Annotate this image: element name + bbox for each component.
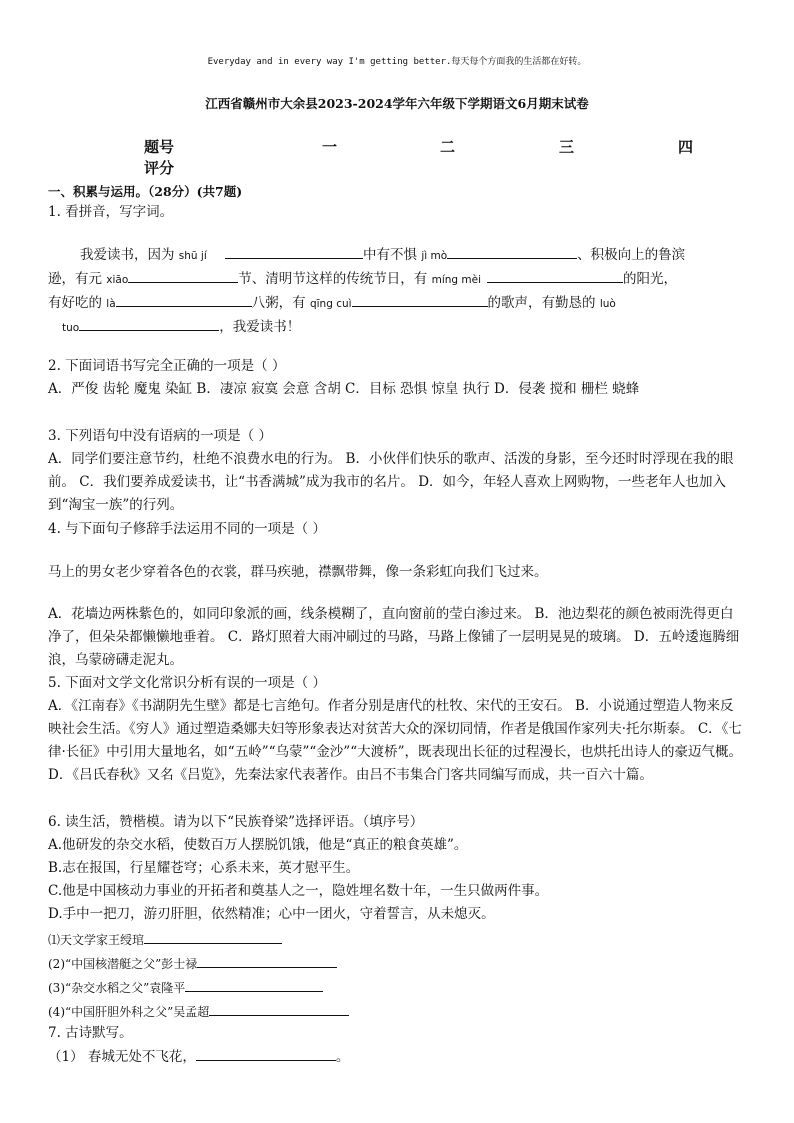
- q1-text: 逊，有元: [48, 271, 107, 287]
- q7-item-1: [48, 1045, 349, 1069]
- q1-text: 我爱读书，因为: [80, 247, 179, 263]
- score-col-3: 三: [559, 138, 575, 156]
- q5-stem: 5. 下面对文学文化常识分析有误的一项是（ ）: [48, 675, 326, 691]
- fill-label: (3)“杂交水稻之父”袁隆平: [48, 981, 186, 995]
- pinyin: shū jí: [178, 250, 207, 262]
- q6-stem: 6. 读生活，赞楷模。请为以下“民族脊梁”选择评语。（填序号）: [48, 814, 424, 830]
- q4-options: A．花墙边两株紫色的，如同印象派的画，线条模糊了，直向窗前的莹白渗过来。 B．池边梨花的颜色被雨洗得更白净了，但朵朵都懒懒地垂着。 C．路灯照着大雨冲刷过的马路，马路上像铺了一层明晃晃的玻璃。 D．五岭逶迤腾细浪，乌蒙磅礴走泥丸。: [48, 606, 740, 668]
- q6-fill-4: [48, 1000, 349, 1024]
- answer-blank[interactable]: [144, 929, 282, 944]
- score-col-1: 一: [322, 138, 338, 156]
- q6-fill-1: [48, 928, 282, 952]
- score-col-4: 四: [678, 138, 694, 156]
- answer-blank[interactable]: [209, 1001, 349, 1016]
- q1-line-3: [48, 291, 616, 316]
- poem-prompt: （1） 春城无处不飞花，: [48, 1049, 196, 1065]
- pinyin: là: [106, 298, 116, 310]
- answer-blank[interactable]: [116, 292, 252, 307]
- pinyin: xiāo: [106, 274, 129, 286]
- pinyin: míng mèi: [431, 274, 482, 286]
- section-heading: 一、积累与运用。（28分）(共7题): [48, 184, 243, 199]
- q6-option-c: C.他是中国核动力事业的开拓者和奠基人之一，隐姓埋名数十年，一生只做两件事。: [48, 883, 549, 899]
- answer-blank[interactable]: [225, 244, 363, 259]
- q6-fill-3: [48, 976, 323, 1000]
- answer-blank[interactable]: [185, 977, 323, 992]
- answer-blank[interactable]: [352, 292, 488, 307]
- q4-stem: 4. 与下面句子修辞手法运用不同的一项是（ ）: [48, 521, 326, 537]
- q6-option-d: D.手中一把刀，游刃肝胆，依然精准；心中一团火，守着誓言，从未熄灭。: [48, 906, 495, 922]
- fill-label: (2)“中国核潜艇之父”彭士禄: [48, 957, 198, 971]
- q4-quote: 马上的男女老少穿着各色的衣裳，群马疾驰，襟飘带舞，像一条彩虹向我们飞过来。: [48, 564, 548, 580]
- header-motto: Everyday and in every way I'm getting better.每天每个方面我的生活都在好转。: [207, 57, 587, 67]
- answer-blank[interactable]: [197, 953, 337, 968]
- q6-option-a: A.他研发的杂交水稻，使数百万人摆脱饥饿，他是“真正的粮食英雄”。: [48, 837, 468, 853]
- q1-text: 八粥，有: [251, 295, 310, 311]
- pinyin: tuo: [62, 322, 80, 334]
- q1-text: 的歌声，有勤恳的: [487, 295, 600, 311]
- poem-end: 。: [335, 1049, 350, 1065]
- q2-options: A．严俊 齿轮 魔鬼 染缸 B．凄凉 寂寞 会意 含胡 C．目标 恐惧 惊皇 执行 D．侵袭 搅和 栅栏 蛲蜂: [48, 381, 640, 397]
- q1-text: ，我爱读书！: [219, 319, 301, 335]
- fill-label: ⑴天文学家王绶琯: [48, 933, 145, 947]
- pinyin: qīng cuì: [309, 298, 352, 310]
- answer-blank[interactable]: [128, 268, 238, 283]
- q7-stem: 7. 古诗默写。: [48, 1025, 133, 1041]
- q3-stem: 3. 下列语句中没有语病的一项是（ ）: [48, 428, 272, 444]
- answer-blank[interactable]: [79, 316, 219, 331]
- answer-blank[interactable]: [196, 1046, 336, 1061]
- fill-label: (4)“中国肝胆外科之父”吴孟超: [48, 1005, 210, 1019]
- q6-option-b: B.志在报国，行星耀苍穹；心系未来，英才慰平生。: [48, 860, 360, 876]
- q3-options: A．同学们要注意节约，杜绝不浪费水电的行为。 B．小伙伴们快乐的歌声、活泼的身影，至今还时时浮现在我的眼前。 C．我们要养成爱读书，让“书香满城”成为我市的名片。 D．如今，年轻人喜欢上网购物，一些老年人也加入到“淘宝一族”的行列。: [48, 451, 734, 513]
- q1-text: 节、清明节这样的传统节日，有: [238, 271, 432, 287]
- q6-fill-2: [48, 952, 337, 976]
- q1-stem: 1. 看拼音，写字词。: [48, 204, 174, 220]
- q1-line-2: [48, 267, 677, 292]
- pinyin: luò: [599, 298, 616, 310]
- q1-text: 有好吃的: [48, 295, 107, 311]
- answer-blank[interactable]: [487, 268, 623, 283]
- q1-line-1: [80, 243, 685, 268]
- score-col-2: 二: [440, 138, 456, 156]
- score-table-label-number: 题号: [144, 138, 175, 156]
- answer-blank[interactable]: [447, 244, 577, 259]
- q5-options: A．《江南春》《书湖阴先生壁》都是七言绝句。作者分别是唐代的杜牧、宋代的王安石。 B．小说通过塑造人物来反映社会生活。《穷人》通过塑造桑娜夫妇等形象表达对贫苦大众的深切同情，作者是俄国作家列夫·托尔斯泰。 C．《七律·长征》中引用大量地名，如“五岭”“乌蒙”“金沙”“大渡桥”，既表现出长征的过程漫长，也烘托出诗人的豪迈气概。 D．《吕氏春秋》又名《吕览》，先秦法家代表著作。由吕不韦集合门客共同编写而成，共一百六十篇。: [48, 698, 743, 783]
- q1-text: 、积极向上的鲁滨: [577, 247, 686, 263]
- q2-stem: 2. 下面词语书写完全正确的一项是（ ）: [48, 358, 286, 374]
- exam-title: 江西省赣州市大余县2023-2024学年六年级下学期语文6月期末试卷: [205, 96, 589, 111]
- score-table-label-score: 评分: [144, 159, 175, 177]
- q1-line-4: [62, 315, 300, 340]
- q1-text: 的阳光，: [623, 271, 678, 287]
- q1-text: 中有不惧: [363, 247, 422, 263]
- pinyin: jì mò: [421, 250, 448, 262]
